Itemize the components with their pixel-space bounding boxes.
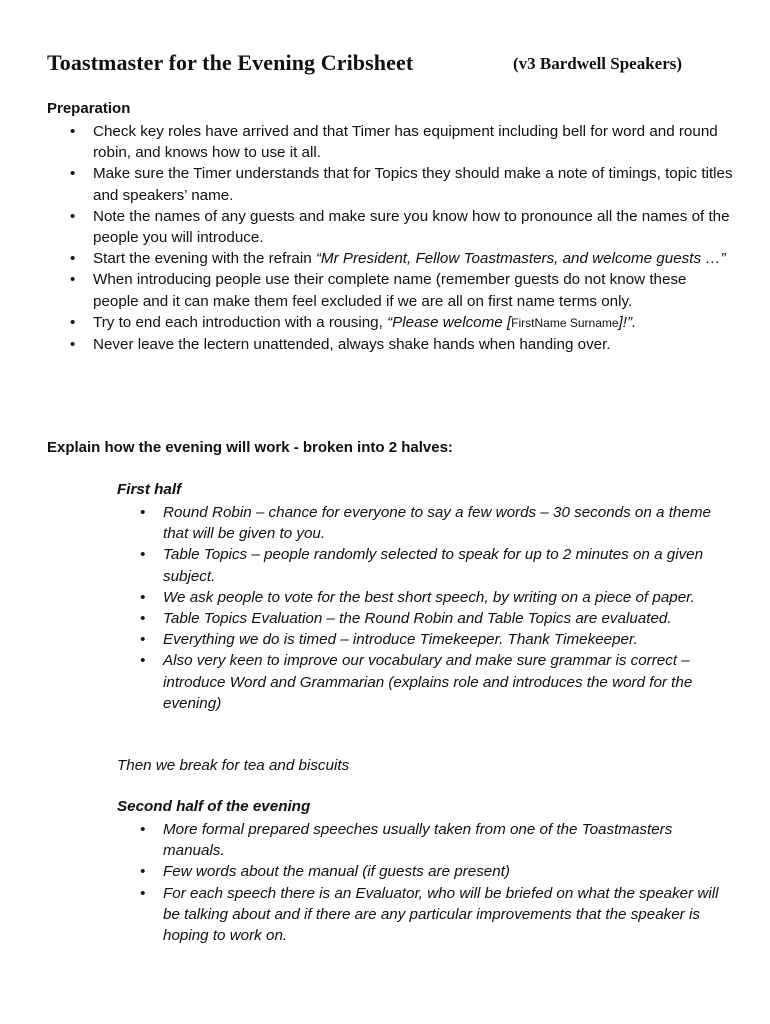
preparation-heading: Preparation (47, 100, 131, 117)
second-half-list (163, 819, 735, 946)
list-item (93, 312, 733, 334)
rousing-quote-end: ]!”. (618, 313, 637, 331)
list-item: • More formal prepared speeches usually taken from one of the Toastmasters manuals. (163, 819, 735, 861)
list-item: • Also very keen to improve our vocabulary and make sure grammar is correct – introduce Word and Grammarian (explains role and introduces the word for the evening) (163, 650, 735, 714)
list-item: • Few words about the manual (if guests are present) (163, 861, 735, 882)
refrain-quote: “Mr President, Fellow Toastmasters, and welcome guests …” (315, 250, 726, 268)
list-item: • Note the names of any guests and make sure you know how to pronounce all the names of the people you will introduce. (93, 206, 733, 248)
rousing-quote-start: “Please welcome [ (387, 313, 512, 331)
list-item: • Never leave the lectern unattended, always shake hands when handing over. (93, 334, 733, 355)
document-title: Toastmaster for the Evening Cribsheet (47, 50, 414, 75)
list-item: • For each speech there is an Evaluator, who will be briefed on what the speaker will be talking about and if there are any particular improvements that the speaker is hoping to work on. (163, 883, 735, 947)
evening-heading: Explain how the evening will work - broken into 2 halves: (47, 439, 453, 456)
rousing-placeholder: FirstName Surname (511, 315, 619, 330)
first-half-heading: First half (117, 481, 182, 498)
list-item: • Check key roles have arrived and that Timer has equipment including bell for word and round robin, and knows how to use it all. (93, 121, 733, 163)
preparation-list (93, 121, 733, 355)
refrain-intro: Start the evening with the refrain (93, 250, 316, 268)
list-item: • When introducing people use their complete name (remember guests do not know these people and it can make them feel excluded if we are all on first name terms only. (93, 269, 733, 311)
list-item: • Table Topics – people randomly selected to speak for up to 2 minutes on a given subject. (163, 544, 735, 586)
list-item (93, 248, 733, 269)
document-version: (v3 Bardwell Speakers) (513, 54, 683, 73)
list-item: • Round Robin – chance for everyone to say a few words – 30 seconds on a theme that will be given to you. (163, 502, 735, 544)
list-item: • Everything we do is timed – introduce Timekeeper. Thank Timekeeper. (163, 629, 735, 650)
title-row (47, 50, 727, 80)
list-item: • We ask people to vote for the best short speech, by writing on a piece of paper. (163, 587, 735, 608)
list-item: • Table Topics Evaluation – the Round Robin and Table Topics are evaluated. (163, 608, 735, 629)
break-text: Then we break for tea and biscuits (117, 757, 350, 774)
rousing-intro: Try to end each introduction with a rousing, (93, 313, 388, 331)
first-half-list (163, 502, 735, 714)
second-half-heading: Second half of the evening (117, 798, 311, 815)
list-item: • Make sure the Timer understands that for Topics they should make a note of timings, topic titles and speakers’ name. (93, 163, 733, 205)
